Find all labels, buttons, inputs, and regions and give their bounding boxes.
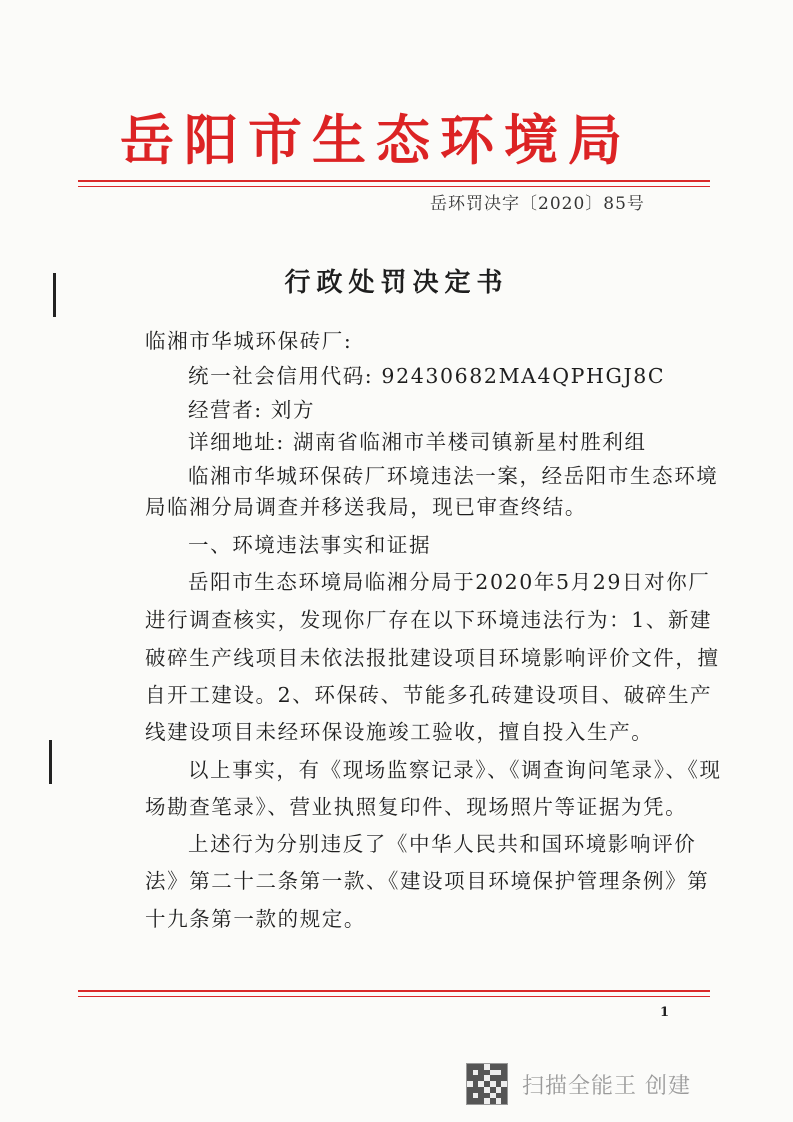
paragraph-line: 线建设项目未经环保设施竣工验收，擅自投入生产。: [145, 720, 654, 744]
header-red-rule-top: [78, 180, 710, 182]
footer-red-rule-top: [78, 990, 710, 992]
paragraph-line: 法》第二十二条第一款、《建设项目环境保护管理条例》第: [145, 869, 710, 893]
organization-title: 岳阳市生态环境局: [120, 108, 632, 172]
paragraph-line: 以上事实，有《现场监察记录》、《调查询问笔录》、《现: [188, 758, 722, 782]
document-number: 岳环罚决字〔2020〕85号: [430, 194, 645, 214]
paragraph-line: 上述行为分别违反了《中华人民共和国环境影响评价: [188, 832, 697, 856]
paragraph-line: 岳阳市生态环境局临湘分局于2020年5月29日对你厂: [188, 570, 711, 594]
paragraph-line: 破碎生产线项目未依法报批建设项目环境影响评价文件，擅: [145, 646, 720, 670]
addressee-line: 临湘市华城环保砖厂:: [145, 329, 353, 353]
operator-line: 经营者: 刘方: [188, 398, 316, 422]
document-heading: 行政处罚决定书: [284, 268, 509, 298]
page-number: 1: [660, 1005, 670, 1020]
section-heading: 一、环境违法事实和证据: [188, 533, 432, 557]
credit-code-line: 统一社会信用代码: 92430682MA4QPHGJ8C: [188, 364, 666, 388]
footer-red-rule-bottom: [78, 996, 710, 997]
margin-binding-mark-bottom: [49, 740, 52, 784]
address-line: 详细地址: 湖南省临湘市羊楼司镇新星村胜利组: [188, 430, 647, 454]
paragraph-line: 临湘市华城环保砖厂环境违法一案，经岳阳市生态环境: [188, 464, 719, 488]
scanner-watermark: [466, 1060, 691, 1108]
paragraph-line: 进行调查核实，发现你厂存在以下环境违法行为：1、新建: [145, 608, 713, 632]
paragraph-line: 局临湘分局调查并移送我局，现已审查终结。: [145, 495, 587, 519]
paragraph-line: 十九条第一款的规定。: [145, 907, 366, 931]
header-red-rule-bottom: [78, 186, 710, 187]
qr-code-icon: [466, 1063, 508, 1105]
watermark-text: 扫描全能王 创建: [522, 1073, 691, 1099]
paragraph-line: 自开工建设。2、环保砖、节能多孔砖建设项目、破碎生产: [145, 683, 713, 707]
paragraph-line: 场勘查笔录》、营业执照复印件、现场照片等证据为凭。: [145, 795, 688, 819]
